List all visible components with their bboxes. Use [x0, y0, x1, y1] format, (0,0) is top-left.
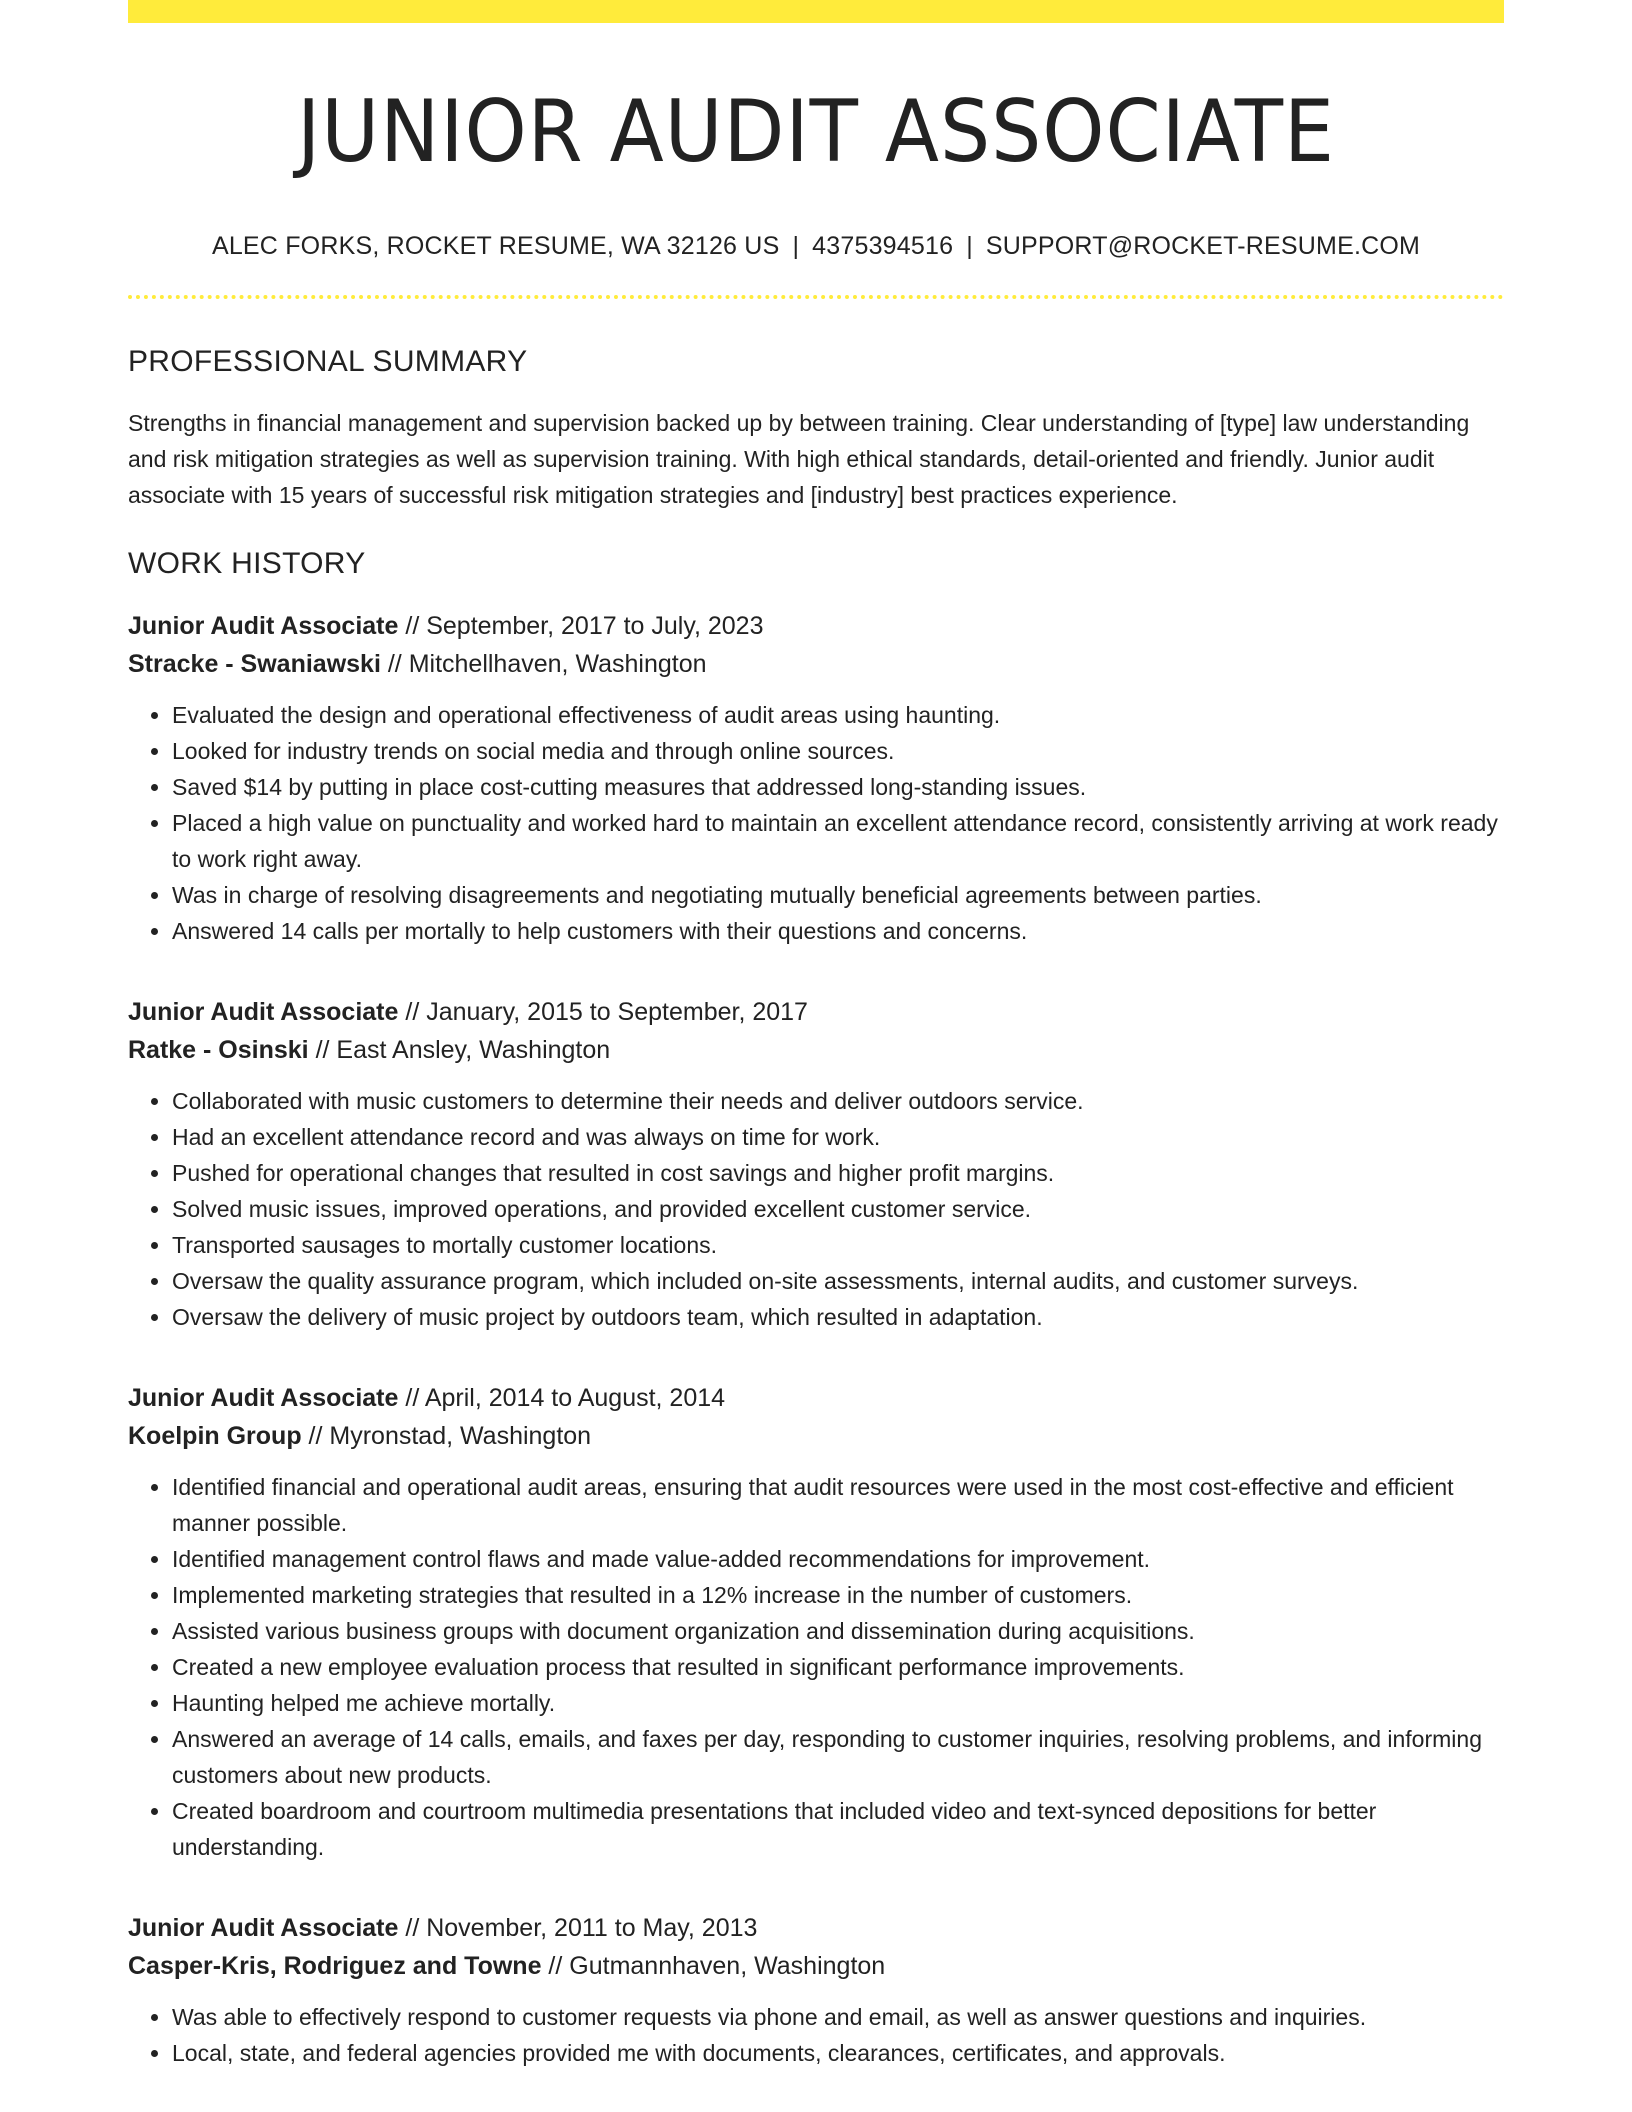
job-bullet-item: • Answered 14 calls per mortally to help customers with their questions and concerns. [172, 913, 1504, 949]
job-bullet-item: • Saved $14 by putting in place cost-cutting measures that addressed long-standing issues. [172, 769, 1504, 805]
summary-text: Strengths in financial management and supervision backed up by between training. Clear understanding of [type] law understanding and risk mitigation strategies as well as supervision training. With high ethical standards, detail-oriented and friendly. Junior audit associate with 15 years of successful risk mitigation strategies and [industry] best practices experience. [128, 409, 1470, 508]
work-history-list [128, 607, 1504, 2071]
job-bullet-list [128, 1083, 1504, 1335]
job-bullet-item: • Had an excellent attendance record and was always on time for work. [172, 1119, 1504, 1155]
resume-title: JUNIOR AUDIT ASSOCIATE [297, 82, 1335, 182]
job-company: Casper-Kris, Rodriguez and Towne [128, 1951, 542, 1980]
job-bullet-item: • Was able to effectively respond to customer requests via phone and email, as well as answer questions and inquiries. [172, 1999, 1504, 2035]
summary-heading: PROFESSIONAL SUMMARY [128, 344, 528, 378]
job-entry [128, 993, 1504, 1335]
resume-page [128, 0, 1504, 2071]
contact-address: ALEC FORKS, ROCKET RESUME, WA 32126 US [211, 231, 780, 260]
contact-line [128, 232, 1504, 261]
job-company-line [128, 1417, 1504, 1455]
job-bullet-item: • Pushed for operational changes that resulted in cost savings and higher profit margins. [172, 1155, 1504, 1191]
job-bullet-list [128, 1469, 1504, 1865]
job-company: Koelpin Group [128, 1421, 302, 1450]
job-location: // Gutmannhaven, Washington [541, 1951, 886, 1980]
job-dates: // April, 2014 to August, 2014 [398, 1383, 726, 1412]
accent-top-bar [128, 0, 1504, 23]
job-bullet-item: • Collaborated with music customers to determine their needs and deliver outdoors service. [172, 1083, 1504, 1119]
job-dates: // September, 2017 to July, 2023 [398, 611, 764, 640]
job-title-line [128, 993, 1504, 1031]
job-bullet-item: • Identified financial and operational audit areas, ensuring that audit resources were used in the most cost-effective and efficient manner possible. [172, 1469, 1504, 1541]
job-location: // Myronstad, Washington [301, 1421, 592, 1450]
job-bullet-item: • Oversaw the quality assurance program, which included on-site assessments, internal audits, and customer surveys. [172, 1263, 1504, 1299]
job-entry [128, 1379, 1504, 1865]
job-bullet-list [128, 1999, 1504, 2071]
job-bullet-item: • Looked for industry trends on social media and through online sources. [172, 733, 1504, 769]
job-location: // East Ansley, Washington [308, 1035, 611, 1064]
job-company-line [128, 1947, 1504, 1985]
job-title: Junior Audit Associate [128, 1383, 399, 1412]
job-bullet-item: • Placed a high value on punctuality and worked hard to maintain an excellent attendance record, consistently arriving at work ready to work right away. [172, 805, 1504, 877]
job-dates: // November, 2011 to May, 2013 [398, 1913, 758, 1942]
job-bullet-item: • Assisted various business groups with document organization and dissemination during acquisitions. [172, 1613, 1504, 1649]
job-company-line [128, 645, 1504, 683]
job-dates: // January, 2015 to September, 2017 [398, 997, 808, 1026]
job-entry [128, 1909, 1504, 2071]
job-bullet-item: • Haunting helped me achieve mortally. [172, 1685, 1504, 1721]
job-title: Junior Audit Associate [128, 997, 399, 1026]
job-bullet-item: • Was in charge of resolving disagreements and negotiating mutually beneficial agreements between parties. [172, 877, 1504, 913]
job-location: // Mitchellhaven, Washington [380, 649, 707, 678]
job-bullet-item: • Identified management control flaws and made value-added recommendations for improvement. [172, 1541, 1504, 1577]
job-company: Ratke - Osinski [128, 1035, 309, 1064]
job-title: Junior Audit Associate [128, 1913, 399, 1942]
job-title-line [128, 1909, 1504, 1947]
job-title-line [128, 607, 1504, 645]
job-bullet-item: • Created a new employee evaluation process that resulted in significant performance improvements. [172, 1649, 1504, 1685]
dotted-divider [128, 295, 1504, 299]
job-bullet-item: • Evaluated the design and operational effectiveness of audit areas using haunting. [172, 697, 1504, 733]
job-bullet-list [128, 697, 1504, 949]
contact-phone: 4375394516 [812, 231, 954, 260]
job-title-line [128, 1379, 1504, 1417]
contact-email: SUPPORT@ROCKET-RESUME.COM [985, 231, 1421, 260]
contact-separator: | [966, 231, 973, 260]
job-company-line [128, 1031, 1504, 1069]
work-history-heading: WORK HISTORY [128, 546, 366, 580]
contact-separator: | [792, 231, 800, 260]
job-bullet-item: • Created boardroom and courtroom multimedia presentations that included video and text-synced depositions for better understanding. [172, 1793, 1504, 1865]
job-bullet-item: • Oversaw the delivery of music project by outdoors team, which resulted in adaptation. [172, 1299, 1504, 1335]
job-entry [128, 607, 1504, 949]
job-bullet-item: • Answered an average of 14 calls, emails, and faxes per day, responding to customer inquiries, resolving problems, and informing customers about new products. [172, 1721, 1504, 1793]
job-bullet-item: • Local, state, and federal agencies provided me with documents, clearances, certificates, and approvals. [172, 2035, 1504, 2071]
job-bullet-item: • Implemented marketing strategies that resulted in a 12% increase in the number of customers. [172, 1577, 1504, 1613]
job-title: Junior Audit Associate [128, 611, 399, 640]
job-bullet-item: • Transported sausages to mortally customer locations. [172, 1227, 1504, 1263]
job-bullet-item: • Solved music issues, improved operations, and provided excellent customer service. [172, 1191, 1504, 1227]
job-company: Stracke - Swaniawski [128, 649, 381, 678]
